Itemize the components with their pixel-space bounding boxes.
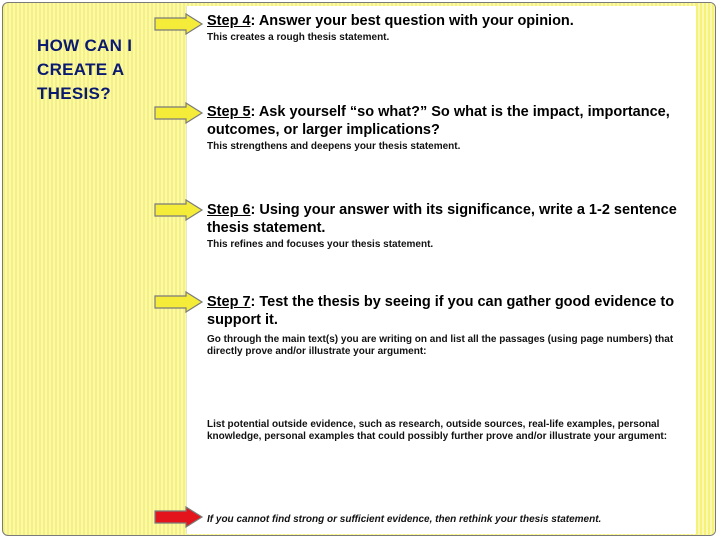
arrow-right-yellow-icon: [154, 102, 204, 124]
outside-evidence-text: List potential outside evidence, such as research, outside sources, real-life examples, personal knowledge, personal examples that could possibly further prove and/or illustrate your argument:: [207, 419, 668, 442]
arrow-right-red-icon: [154, 506, 204, 528]
step-4-text: : Answer your best question with your opinion.: [250, 13, 574, 29]
step-5-label: Step 5: [207, 104, 251, 120]
arrow-right-yellow-icon: [154, 13, 204, 35]
final-note: If you cannot find strong or sufficient evidence, then rethink your thesis statement.: [207, 514, 602, 525]
step-7-label: Step 7: [207, 294, 251, 310]
step-6-heading: [207, 201, 695, 237]
document-panel: [186, 6, 697, 534]
step-6-label: Step 6: [207, 202, 251, 218]
slide-frame: [2, 2, 716, 536]
step-6-text: : Using your answer with its significance, write a 1-2 sentence thesis statement.: [207, 202, 677, 236]
step-5-heading: [207, 103, 695, 139]
step-4-label: Step 4: [207, 13, 251, 29]
step-4-desc: This creates a rough thesis statement.: [207, 32, 390, 43]
arrow-right-yellow-icon: [154, 199, 204, 221]
step-7-heading: [207, 293, 695, 329]
step-4-heading: [207, 12, 695, 30]
step-6-desc: This refines and focuses your thesis statement.: [207, 239, 434, 250]
step-5-desc: This strengthens and deepens your thesis statement.: [207, 141, 461, 152]
step-5: [207, 103, 695, 153]
step-6: [207, 201, 695, 251]
arrow-right-yellow-icon: [154, 291, 204, 313]
step-7-text: : Test the thesis by seeing if you can gather good evidence to support it.: [207, 294, 675, 328]
step-4: [207, 12, 695, 44]
right-border-strip: [696, 3, 716, 536]
step-7-desc: Go through the main text(s) you are writing on and list all the passages (using page numbers) that directly prove and/or illustrate your argument:: [207, 334, 674, 357]
slide-title: HOW CAN I CREATE A THESIS?: [37, 36, 133, 103]
step-5-text: : Ask yourself “so what?” So what is the impact, importance, outcomes, or larger implications?: [207, 104, 670, 138]
step-7: [207, 293, 695, 358]
